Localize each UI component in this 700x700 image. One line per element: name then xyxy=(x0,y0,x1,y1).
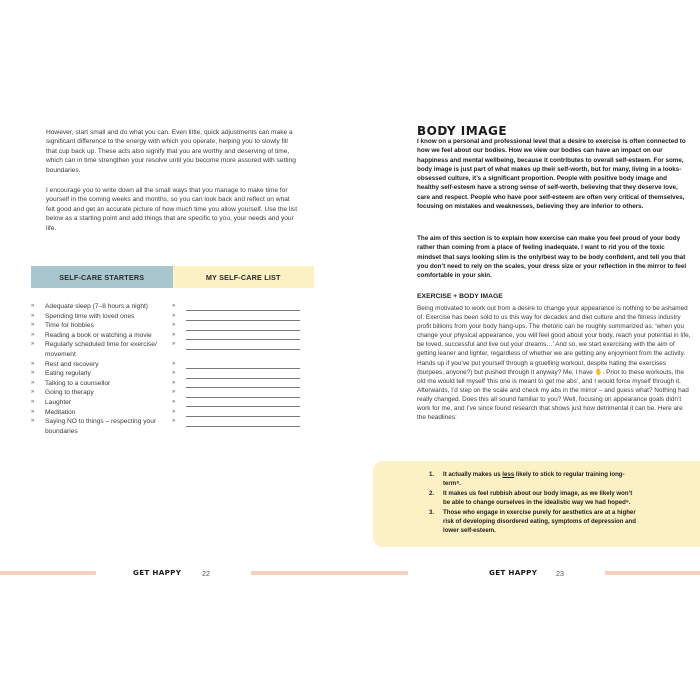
bullet: » xyxy=(172,408,176,415)
headline-number: 2. xyxy=(429,490,435,497)
bullet: » xyxy=(172,398,176,405)
page-number: 23 xyxy=(556,569,564,578)
bullet: » xyxy=(31,418,35,425)
write-in-line xyxy=(186,331,300,340)
write-in-line xyxy=(186,379,300,388)
starter-text: Spending time with loved ones xyxy=(45,312,135,320)
list-item xyxy=(31,360,314,370)
bullet: » xyxy=(31,312,35,319)
footer-bar xyxy=(0,571,96,575)
list-item xyxy=(31,321,314,331)
headline-number: 3. xyxy=(429,509,435,516)
write-in-line xyxy=(186,302,300,311)
write-in-line xyxy=(186,408,300,417)
column-header-starters: SELF-CARE STARTERS xyxy=(31,266,173,288)
left-paragraph-1: However, start small and do what you can. Even little, quick adjustments can make a significant difference to the energy with which you operate, helping you to slowly fill that cup back up. These acts also signify that you are worthy and deserving of time, which can in time strengthen your resolve until you become more assured with setting boundaries. xyxy=(46,129,296,174)
bullet: » xyxy=(31,322,35,329)
list-item xyxy=(31,408,314,418)
bullet: » xyxy=(31,303,35,309)
bullet: » xyxy=(31,331,35,338)
starter-text: Adequate sleep (7–8 hours a night) xyxy=(45,303,149,310)
headline-item xyxy=(429,470,639,488)
list-item xyxy=(31,417,314,436)
bullet: » xyxy=(31,370,35,377)
list-item xyxy=(31,369,314,379)
bullet: » xyxy=(31,389,35,396)
footer-bar xyxy=(605,571,700,575)
bullet: » xyxy=(172,331,176,338)
starter-text: Talking to a counsellor xyxy=(45,379,111,387)
list-item xyxy=(31,302,314,312)
starter-text: Going to therapy xyxy=(45,389,94,397)
write-in-line xyxy=(186,417,300,426)
bullet: » xyxy=(172,370,176,377)
write-in-line xyxy=(186,321,300,330)
headlines-list xyxy=(429,470,639,536)
starter-text: Laughter xyxy=(45,398,72,406)
headline-text: It actually makes us xyxy=(443,471,503,478)
starter-text: Rest and recovery xyxy=(45,360,99,368)
headline-item xyxy=(429,508,639,535)
bullet: » xyxy=(31,408,35,415)
starter-text: Regularly scheduled time for exercise/ movement xyxy=(45,341,157,358)
starter-text: Reading a book or watching a movie xyxy=(45,331,152,339)
list-item xyxy=(31,312,314,322)
subheading: EXERCISE + BODY IMAGE xyxy=(417,293,503,300)
headline-item xyxy=(429,489,639,507)
list-item xyxy=(31,331,314,341)
list-item xyxy=(31,398,314,408)
starter-text: Time for hobbies xyxy=(45,322,94,330)
intro-paragraph: I know on a personal and professional level that a desire to exercise is often connected to how we feel about our bodies. How we view our bodies can have an impact on our happiness and mental wellbeing, because it contributes to overall self-esteem. For some, body image is just part of what makes up their self-worth, but for many, living in a looks-obsessed culture, it’s a significant proportion. People with positive body image and healthy self-esteem have a strong sense of self-worth, believing that they deserve love, care and respect. People who have poor self-esteem are often very critical of themselves, focusing on mistakes and weaknesses, believing they are inferior to others. xyxy=(417,138,686,211)
starter-text: Meditation xyxy=(45,408,76,416)
aim-paragraph: The aim of this section is to explain how exercise can make you feel proud of your body rather than coming from a place of feeling inadequate. I want to rid you of the toxic mindset that says looking slim is the only/best way to be body confident, and tell you that you don’t need to rely on the scales, your dress size or your reflection in the mirror to feel comfortable in your skin. xyxy=(417,235,687,280)
write-in-line xyxy=(186,312,300,321)
footer-brand: GET HAPPY xyxy=(133,568,182,577)
starter-text: Eating regularly xyxy=(45,370,91,378)
bullet: » xyxy=(31,379,35,386)
footer-brand: GET HAPPY xyxy=(489,568,538,577)
self-care-table-header xyxy=(31,266,314,288)
bullet: » xyxy=(172,303,176,309)
headline-text: Those who engage in exercise purely for aesthetics are at a higher risk of developing disordered eating, symptoms of depression and lower self-esteem. xyxy=(443,509,637,534)
write-in-line xyxy=(186,340,300,349)
list-item xyxy=(31,388,314,398)
write-in-line xyxy=(186,388,300,397)
headline-number: 1. xyxy=(429,471,435,478)
list-item xyxy=(31,379,314,389)
list-item xyxy=(31,340,314,359)
bullet: » xyxy=(172,322,176,329)
column-header-my-list: MY SELF-CARE LIST xyxy=(173,266,315,288)
bullet: » xyxy=(31,360,35,367)
write-in-line xyxy=(186,369,300,378)
starter-text: Saying NO to things – respecting your boundaries xyxy=(45,418,157,435)
right-page xyxy=(350,0,700,700)
section-heading: BODY IMAGE xyxy=(417,124,508,138)
bullet: » xyxy=(172,379,176,386)
headline-text-end: likely to stick to regular training long-term⁸. xyxy=(443,471,625,487)
self-care-list xyxy=(31,302,314,436)
bullet: » xyxy=(172,418,176,425)
page-number: 22 xyxy=(202,569,210,578)
bullet: » xyxy=(31,341,35,348)
left-paragraph-2: I encourage you to write down all the small ways that you manage to make time for yourself in the coming weeks and months, so you can look back and reflect on what felt good and get an accurate picture of how much time you allow yourself. Use the list below as a starting point and add things that are specific to you, your needs and your life. xyxy=(46,187,298,232)
headline-emphasis: less xyxy=(502,471,515,478)
bullet: » xyxy=(172,312,176,319)
bullet: » xyxy=(172,389,176,396)
headline-text: It makes us feel rubbish about our body image, as we likely won’t be able to change ourselves in the idealistic way we had hoped⁹. xyxy=(443,490,633,506)
bullet: » xyxy=(172,341,176,348)
write-in-line xyxy=(186,398,300,407)
body-paragraph: Being motivated to work out from a desire to change your appearance is nothing to be ashamed of. Exercise has been sold to us this way for decades and diet culture and the fitness industry profit billions from your body hang-ups. The rhetoric can be roughly summarized as: ‘when you change your physical appearance, you will feel good about your body, reach your potential in life, be loved, successful and live out your dreams…’ And so, we start exercising with the aim of getting leaner and lighter, regardless of whether we are getting any enjoyment from the activity. Hands up if you’ve put yourself through a gruelling workout, despite hating the exercises (burpees, anyone?) but pushed through it anyway? Me, I have ✋. Prior to these workouts, the old me would tell myself ‘this one is meant to get me abs’, and I would force myself through it. Afterwards, I’d step on the scale and check my abs in the mirror – and guess what? Nothing had really changed. Does this all sound familiar to you? Well, focusing on appearance goals didn’t work for me, and I’ve since found research that shows just how detrimental it can be. Here are the headlines: xyxy=(417,305,691,422)
write-in-line xyxy=(186,360,300,369)
bullet: » xyxy=(31,398,35,405)
headlines-callout xyxy=(373,461,700,547)
bullet: » xyxy=(172,360,176,367)
